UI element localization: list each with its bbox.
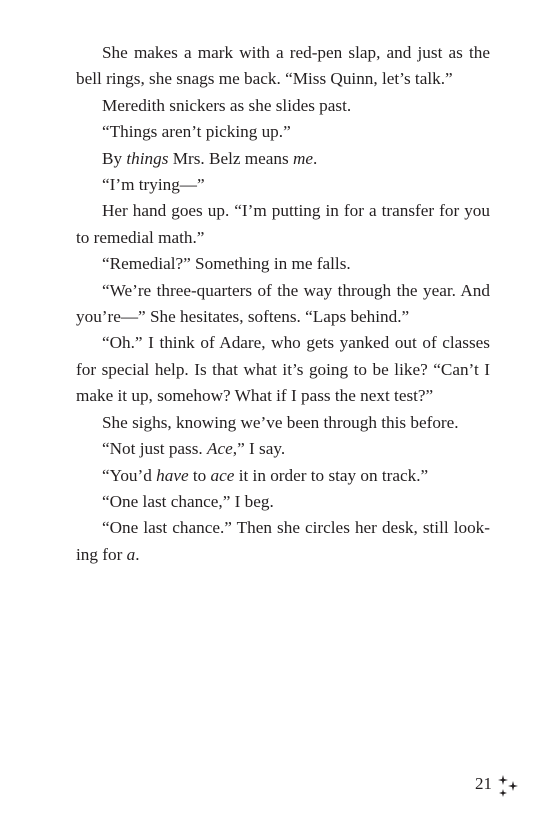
paragraph [76,198,490,251]
text-run: “Oh.” I think of Adare, who gets yanked out of classes for special help. Is that what it’s going to be like? “Can’t I make it up, somehow? What if I pass the next test?” [76,333,490,406]
paragraph [76,119,490,145]
text-run: Her hand goes up. “I’m putting in for a transfer for you to remedial math.” [76,201,490,247]
text-run: “One last chance.” Then she circles her desk, still looking for [76,518,490,564]
italic-text: Ace [207,439,233,459]
text-run: to [188,465,211,485]
text-run: Meredith snickers as she slides past. [102,95,352,115]
text-run: it in order to stay on track.” [234,465,429,485]
text-run: . [135,544,140,564]
text-run: “I’m trying—” [102,175,205,195]
paragraph [76,463,490,489]
text-run: Mrs. Belz means [168,148,293,168]
paragraph [76,330,490,409]
italic-text: ace [210,465,235,485]
text-run: She makes a mark with a red-pen slap, and just as the bell rings, she snags me back. “Miss Quinn, let’s talk.” [76,43,490,89]
paragraph [76,251,490,277]
text-run: “Not just pass. [102,439,208,459]
paragraph [76,410,490,436]
italic-text: things [126,148,169,168]
paragraph [76,40,490,93]
paragraph [76,172,490,198]
page-number: 21 [475,774,492,793]
italic-text: me [292,148,314,168]
italic-text: a [126,544,136,564]
text-run: “One last chance,” I beg. [102,491,274,511]
paragraph [76,436,490,462]
text-run: ,” I say. [232,439,286,459]
text-run: She sighs, knowing we’ve been through this before. [102,412,459,432]
text-run: . [313,148,318,168]
sparkle-stars-icon [497,775,519,797]
paragraph [76,146,490,172]
paragraph [76,489,490,515]
paragraph [76,278,490,331]
text-run: “You’d [102,465,157,485]
text-run: “Things aren’t picking up.” [102,122,291,142]
text-run: “We’re three-quarters of the way through the year. And you’re—” She hesitates, softens. “Laps behind.” [76,280,490,327]
paragraph [76,93,490,119]
paragraph [76,515,490,568]
italic-text: have [156,465,189,485]
page-body [76,40,490,568]
text-run: By [102,148,127,168]
text-run: “Remedial?” Something in me falls. [102,254,351,274]
